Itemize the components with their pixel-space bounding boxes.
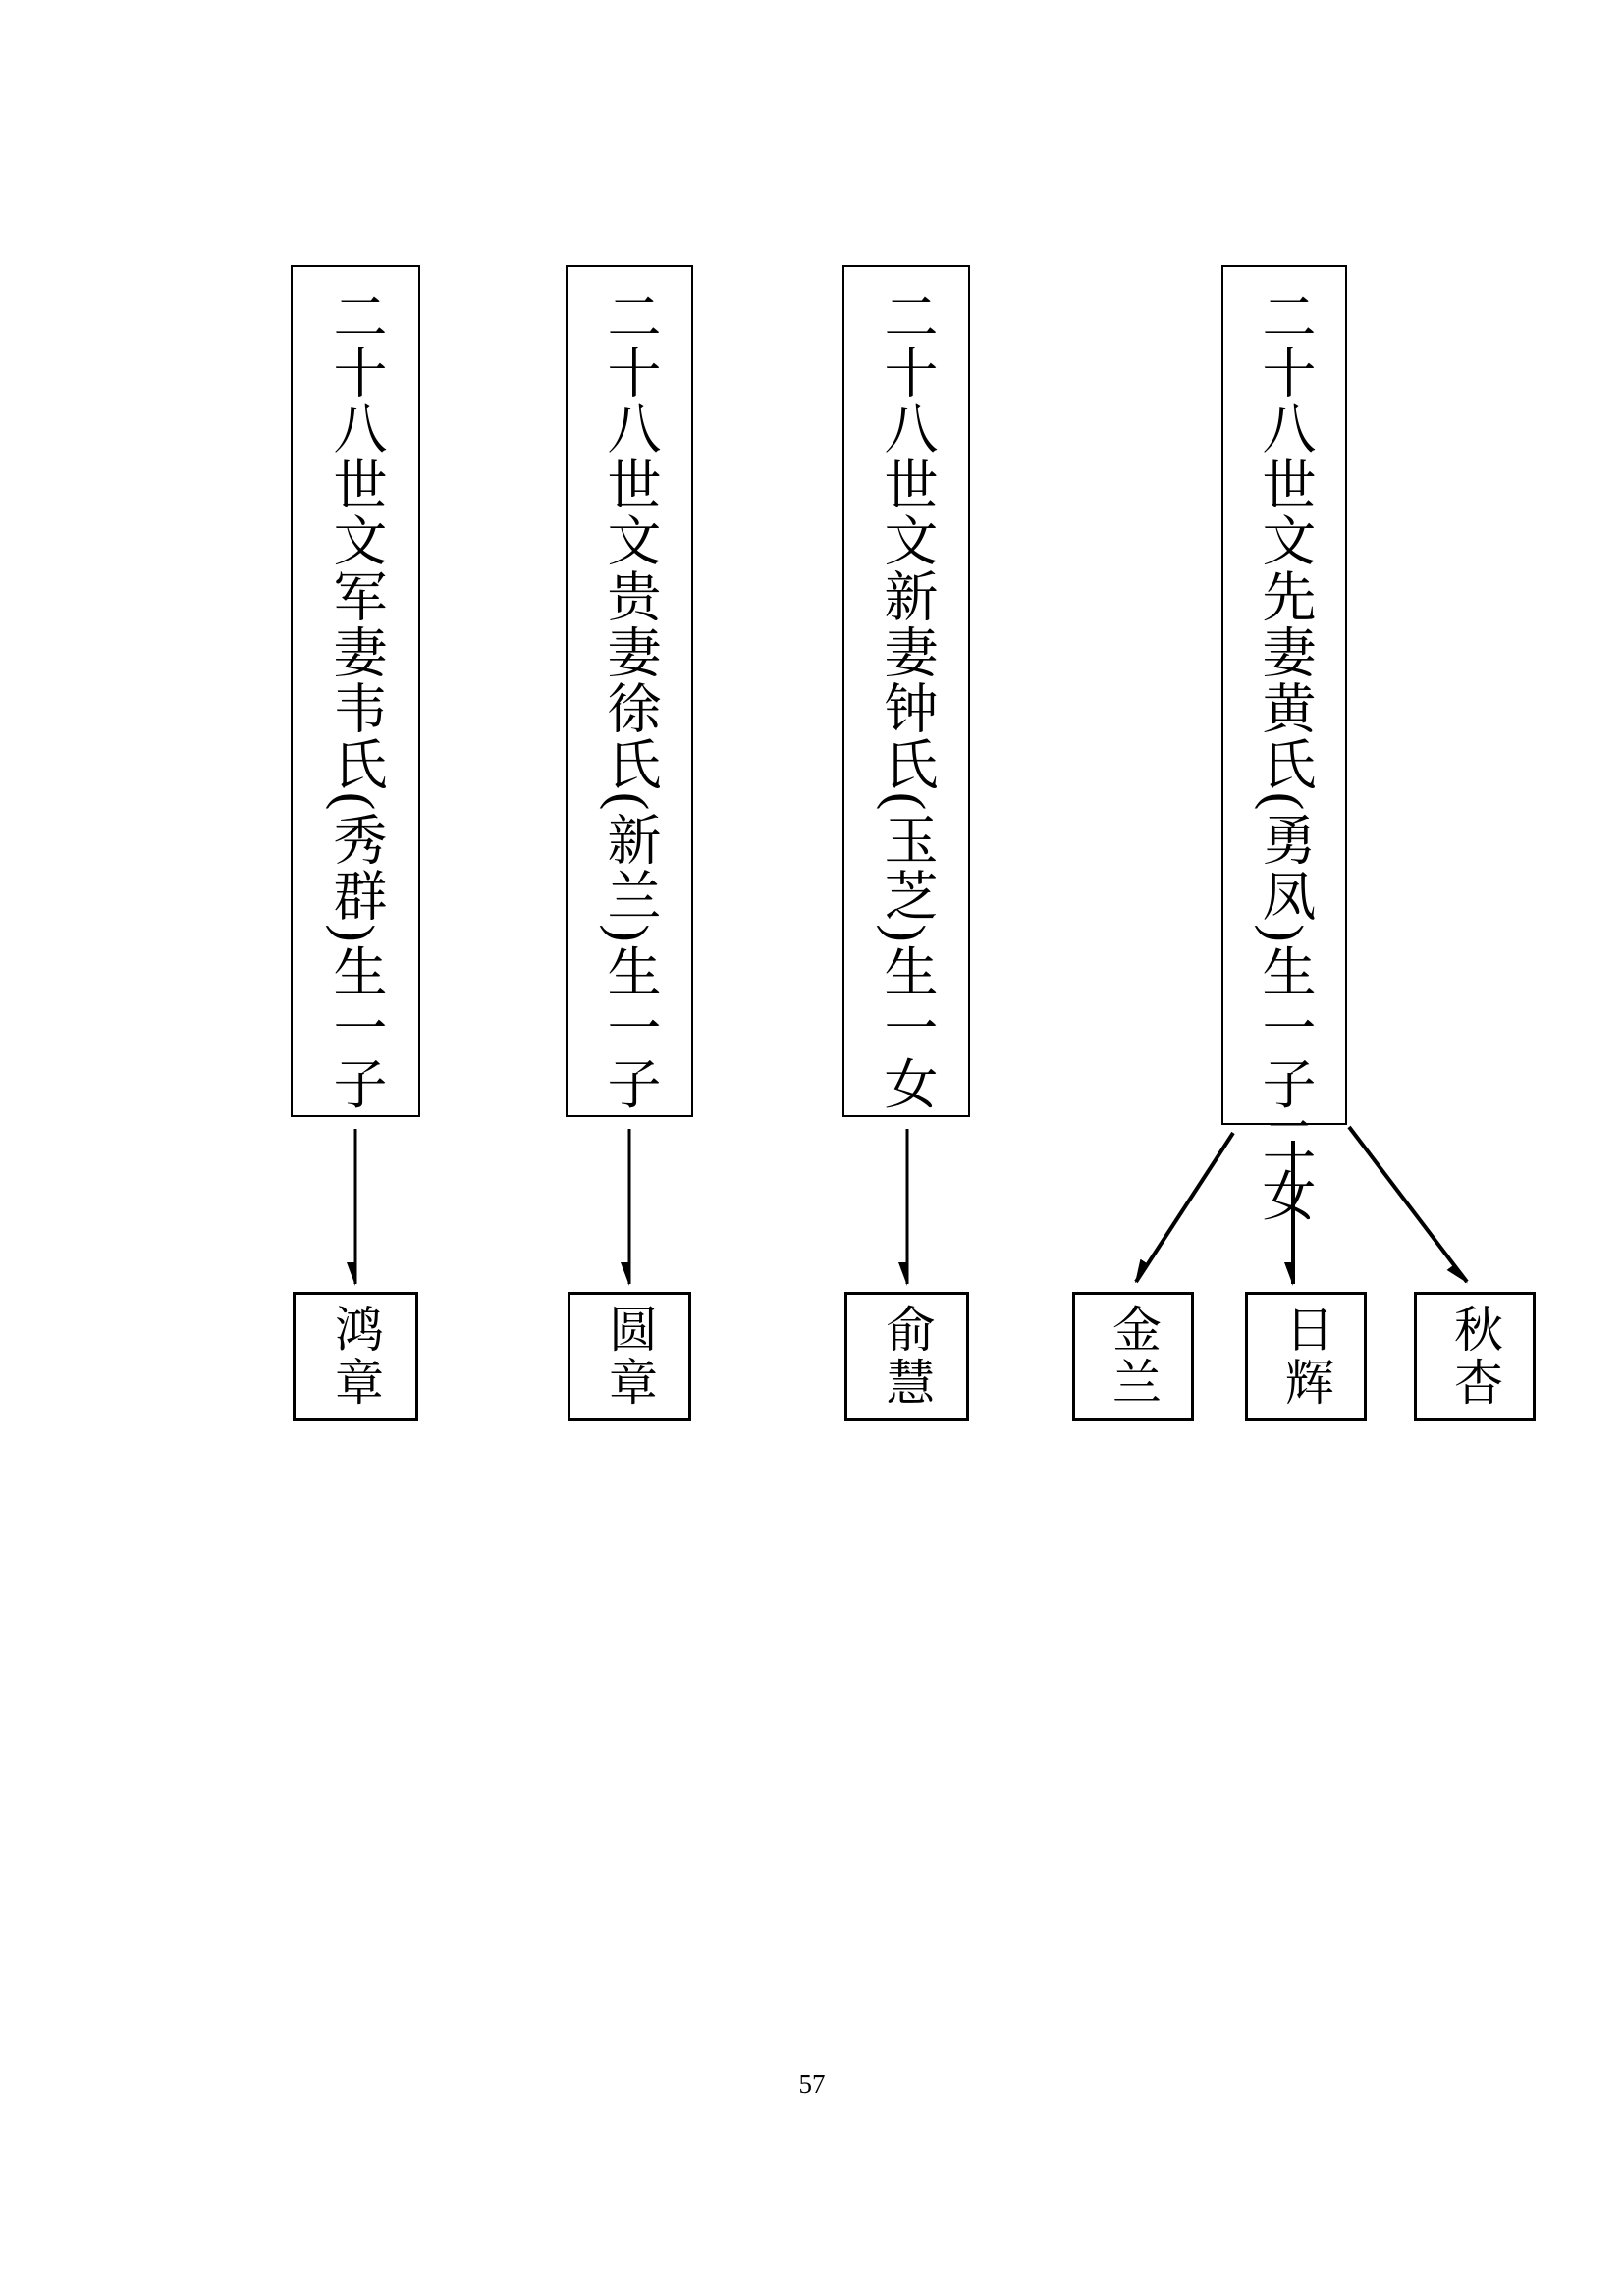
descendant-label-yuanzhang: 圆章 bbox=[602, 1304, 657, 1410]
page-number: 57 bbox=[798, 2069, 826, 2099]
descendant-label-yuhui: 俞慧 bbox=[879, 1304, 935, 1410]
ancestor-box-wenxin bbox=[842, 265, 970, 1117]
descendant-box-qiuxing bbox=[1414, 1292, 1536, 1421]
ancestor-label-wengui: 二十八世文贵妻徐氏(新兰)生一子 bbox=[599, 289, 660, 1112]
descendant-label-jinlan: 金兰 bbox=[1106, 1304, 1161, 1410]
ancestor-box-wengui bbox=[566, 265, 693, 1117]
arrow-parent4-to-child4 bbox=[1136, 1133, 1233, 1282]
ancestor-label-wenxian: 二十八世文先妻黄氏(勇凤)生一子二女 bbox=[1254, 289, 1315, 1224]
descendant-box-hongzhang bbox=[293, 1292, 418, 1421]
descendant-box-jinlan bbox=[1072, 1292, 1194, 1421]
ancestor-label-wenxin: 二十八世文新妻钟氏(玉芝)生一女 bbox=[876, 289, 937, 1112]
descendant-label-qiuxing: 秋杏 bbox=[1447, 1304, 1502, 1410]
descendant-box-rihui bbox=[1245, 1292, 1367, 1421]
descendant-box-yuhui bbox=[844, 1292, 969, 1421]
descendant-box-yuanzhang bbox=[568, 1292, 691, 1421]
arrow-parent4-to-child6 bbox=[1349, 1127, 1467, 1282]
ancestor-label-wenjun: 二十八世文军妻韦氏(秀群)生一子 bbox=[325, 289, 386, 1112]
descendant-label-rihui: 日辉 bbox=[1278, 1304, 1333, 1410]
ancestor-box-wenxian bbox=[1221, 265, 1347, 1224]
descendant-label-hongzhang: 鸿章 bbox=[328, 1304, 383, 1410]
ancestor-box-wenjun bbox=[291, 265, 420, 1117]
